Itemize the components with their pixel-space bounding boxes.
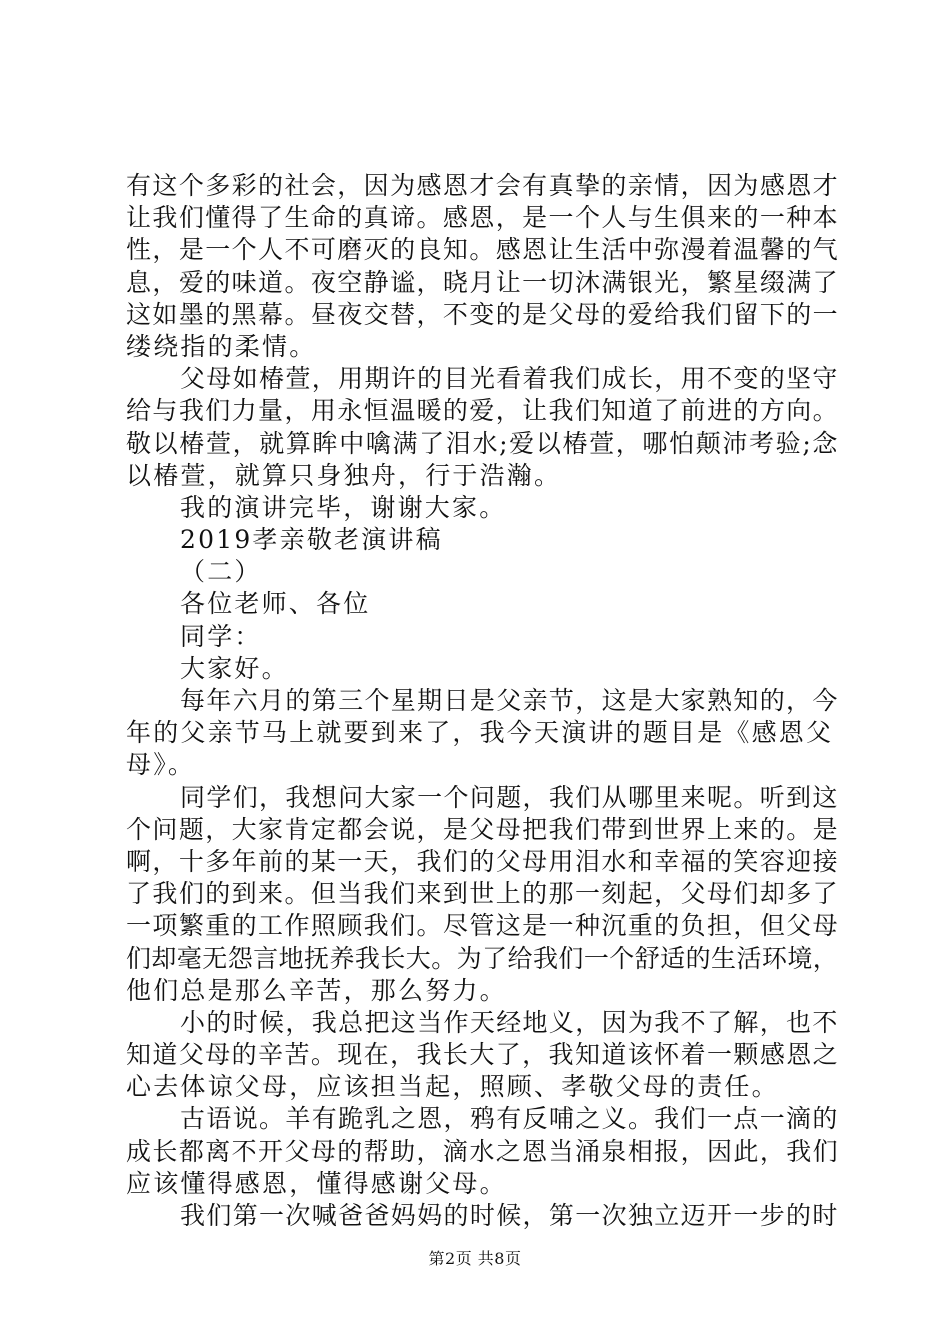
- text-line: 各位老师、各位: [180, 589, 371, 619]
- text-line: 母》。: [126, 750, 196, 780]
- page-footer: 第2页 共8页: [428, 1249, 522, 1268]
- text-line: 敬以椿萱，就算眸中噙满了泪水;爱以椿萱，哪怕颠沛考验;念: [126, 428, 840, 458]
- text-line: 息，爱的味道。夜空静谧，晓月让一切沐满银光，繁星缀满了: [126, 267, 840, 297]
- text-line: 大家好。: [180, 653, 289, 683]
- text-line: 啊，十多年前的某一天，我们的父母用泪水和幸福的笑容迎接: [126, 846, 840, 876]
- text-line: 让我们懂得了生命的真谛。感恩，是一个人与生俱来的一种本: [126, 203, 840, 233]
- text-line: 给与我们力量，用永恒温暖的爱，让我们知道了前进的方向。: [126, 396, 840, 426]
- text-line: 年的父亲节马上就要到来了，我今天演讲的题目是《感恩父: [126, 718, 834, 748]
- text-line: 成长都离不开父母的帮助，滴水之恩当涌泉相报，因此，我们: [126, 1136, 840, 1166]
- text-line: 个问题，大家肯定都会说，是父母把我们带到世界上来的。是: [126, 814, 840, 844]
- text-line: 同学：: [180, 621, 262, 651]
- text-line: 们却毫无怨言地抚养我长大。为了给我们一个舒适的生活环境，: [126, 943, 839, 973]
- text-line: 应该懂得感恩，懂得感谢父母。: [126, 1168, 507, 1198]
- text-line: 心去体谅父母，应该担当起，照顾、孝敬父母的责任。: [126, 1072, 779, 1102]
- text-line: （二）: [180, 557, 262, 587]
- text-line: 性，是一个人不可磨灭的良知。感恩让生活中弥漫着温馨的气: [126, 235, 840, 265]
- text-line: 了我们的到来。但当我们来到世上的那一刻起，父母们却多了: [126, 879, 840, 909]
- text-line: 知道父母的辛苦。现在，我长大了，我知道该怀着一颗感恩之: [126, 1040, 840, 1070]
- text-line: 缕绕指的柔情。: [126, 331, 317, 361]
- text-line: 以椿萱，就算只身独舟，行于浩瀚。: [126, 460, 562, 490]
- text-line: 有这个多彩的社会，因为感恩才会有真挚的亲情，因为感恩才: [126, 171, 840, 200]
- text-line: 每年六月的第三个星期日是父亲节，这是大家熟知的，今: [180, 686, 839, 715]
- text-line: 我们第一次喊爸爸妈妈的时候，第一次独立迈开一步的时: [180, 1201, 839, 1230]
- speech-body-text: [126, 170, 840, 1232]
- text-line: 同学们，我想问大家一个问题，我们从哪里来呢。听到这: [180, 782, 839, 812]
- text-line: 小的时候，我总把这当作天经地义，因为我不了解，也不: [180, 1007, 839, 1037]
- text-line: 2019孝亲敬老演讲稿: [180, 525, 443, 555]
- text-line: 他们总是那么辛苦，那么努力。: [126, 975, 507, 1005]
- text-line: 父母如椿萱，用期许的目光看着我们成长，用不变的坚守: [180, 364, 839, 394]
- text-line: 这如墨的黑幕。昼夜交替，不变的是父母的爱给我们留下的一: [126, 299, 840, 329]
- text-line: 一项繁重的工作照顾我们。尽管这是一种沉重的负担，但父母: [126, 911, 840, 941]
- text-line: 古语说。羊有跪乳之恩，鸦有反哺之义。我们一点一滴的: [180, 1104, 839, 1134]
- text-line: 我的演讲完毕，谢谢大家。: [180, 492, 507, 522]
